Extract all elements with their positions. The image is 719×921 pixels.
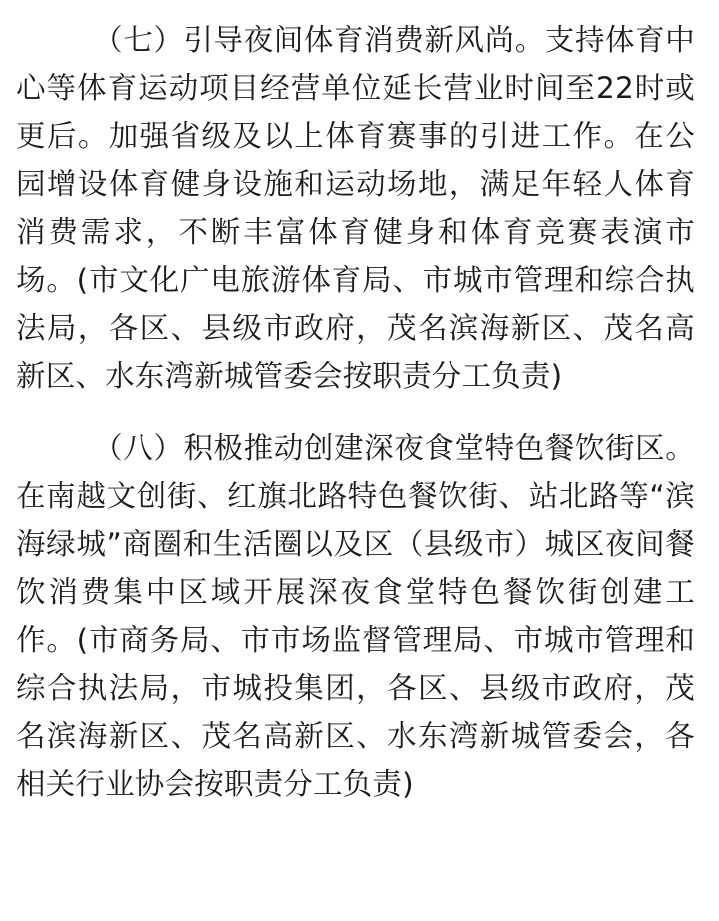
paragraph-section-seven	[16, 16, 695, 400]
paragraph-text: （八）积极推动创建深夜食堂特色餐饮街区。在南越文创街、红旗北路特色餐饮街、站北路等“滨海绿城”商圈和生活圈以及区（县级市）城区夜间餐饮消费集中区域开展深夜食堂特色餐饮街创建工作。(市商务局、市市场监督管理局、市城市管理和综合执法局，市城投集团，各区、县级市政府，茂名滨海新区、茂名高新区、水东湾新城管委会，各相关行业协会按职责分工负责)	[16, 431, 695, 801]
paragraph-text: （七）引导夜间体育消费新风尚。支持体育中心等体育运动项目经营单位延长营业时间至22时或更后。加强省级及以上体育赛事的引进工作。在公园增设体育健身设施和运动场地，满足年轻人体育消费需求，不断丰富体育健身和体育竞赛表演市场。(市文化广电旅游体育局、市城市管理和综合执法局，各区、县级市政府，茂名滨海新区、茂名高新区、水东湾新城管委会按职责分工负责)	[16, 23, 695, 393]
paragraph-section-eight	[16, 424, 695, 808]
